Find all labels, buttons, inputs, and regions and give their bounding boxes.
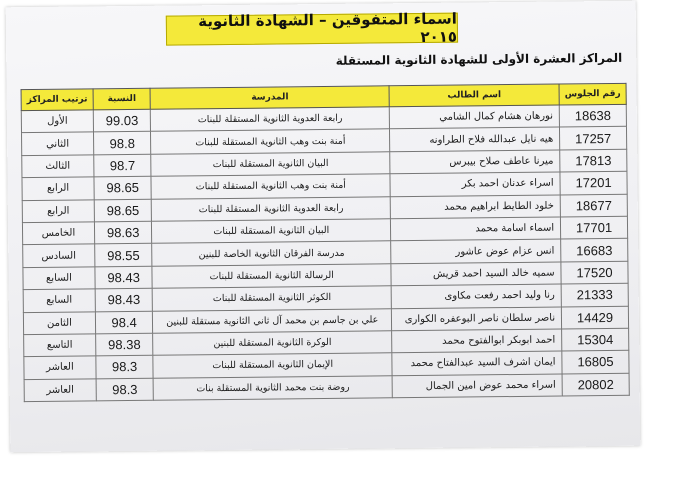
rank-cell: السابع xyxy=(23,267,95,290)
score-cell: 98.4 xyxy=(95,311,153,334)
student-name-cell: اسراء محمد عوض امين الجمال xyxy=(392,374,562,398)
score-cell: 98.63 xyxy=(94,221,152,244)
header-rank: ترتيب المراكز xyxy=(21,89,93,111)
score-cell: 98.8 xyxy=(93,132,151,155)
score-cell: 98.65 xyxy=(94,176,152,199)
school-cell: البيان الثانوية المستقلة للبنات xyxy=(151,152,390,177)
school-cell: علي بن جاسم بن محمد آل ثاني الثانوية مستقلة للبنين xyxy=(153,308,392,333)
rank-cell: الأول xyxy=(21,110,93,133)
seat-cell: 18677 xyxy=(560,194,627,217)
table-body xyxy=(21,104,629,401)
student-name-cell: اسراء عدنان احمد بكر xyxy=(390,172,560,196)
student-name-cell: رنا وليد احمد رفعت مكاوى xyxy=(391,284,561,308)
rank-cell: العاشر xyxy=(24,356,96,379)
document-page xyxy=(6,1,641,453)
score-cell: 98.7 xyxy=(94,154,152,177)
school-cell: الوكرة الثانوية المستقلة للبنين xyxy=(153,331,392,356)
seat-cell: 15304 xyxy=(562,328,629,351)
school-cell: البيان الثانوية المستقلة للبنات xyxy=(152,219,391,244)
rank-cell: السابع xyxy=(23,289,95,312)
school-cell: أمنة بنت وهب الثانوية المستقلة للبنات xyxy=(151,129,390,154)
seat-cell: 17201 xyxy=(560,171,627,194)
student-name-cell: احمد ابوبكر ابوالفتوح محمد xyxy=(392,329,562,353)
school-cell: رابعة العدوية الثانوية المستقلة للبنات xyxy=(151,107,390,132)
seat-cell: 17813 xyxy=(560,149,627,172)
seat-cell: 16683 xyxy=(561,239,628,262)
student-name-cell: ناصر سلطان ناصر البوعفره الكوارى xyxy=(391,307,561,331)
seat-cell: 17257 xyxy=(560,127,627,150)
school-cell: الرسالة الثانوية المستقلة للبنات xyxy=(152,264,391,289)
score-cell: 98.43 xyxy=(95,288,153,311)
school-cell: الكوثر الثانوية المستقلة للبنات xyxy=(153,286,392,311)
seat-cell: 14429 xyxy=(561,306,628,329)
score-cell: 98.38 xyxy=(96,333,154,356)
header-score: النسبة xyxy=(93,88,151,110)
school-cell: أمنة بنت وهب الثانوية المستقلة للبنات xyxy=(151,174,390,199)
rank-cell: الرابع xyxy=(22,199,94,222)
rank-cell: الخامس xyxy=(22,222,94,245)
student-name-cell: ميرنا عاطف صلاح بيبرس xyxy=(390,150,560,174)
seat-cell: 16805 xyxy=(562,351,629,374)
header-seat: رقم الجلوس xyxy=(559,83,626,105)
school-cell: روضة بنت محمد الثانوية المستقلة بنات xyxy=(153,375,392,400)
header-school: المدرسة xyxy=(150,86,389,109)
page-title: اسماء المتفوقين – الشهادة الثانوية ٢٠١٥ xyxy=(166,13,458,46)
school-cell: مدرسة الفرقان الثانوية الخاصة للبنين xyxy=(152,241,391,266)
results-table xyxy=(21,83,630,402)
student-name-cell: اسماء اسامة محمد xyxy=(391,217,561,241)
rank-cell: الرابع xyxy=(22,177,94,200)
school-cell: الإيمان الثانوية المستقلة للبنات xyxy=(153,353,392,378)
score-cell: 98.55 xyxy=(95,244,153,267)
seat-cell: 17520 xyxy=(561,261,628,284)
seat-cell: 21333 xyxy=(561,283,628,306)
header-name: اسم الطالب xyxy=(389,84,559,107)
student-name-cell: نورهان هشام كمال الشامي xyxy=(389,105,559,129)
rank-cell: السادس xyxy=(23,244,95,267)
page-subtitle: المراكز العشرة الأولى للشهادة الثانوية المستقلة xyxy=(335,50,623,68)
student-name-cell: خلود الطايط ابراهيم محمد xyxy=(390,195,560,219)
rank-cell: الثاني xyxy=(22,132,94,155)
student-name-cell: ايمان اشرف السيد عبدالفتاح محمد xyxy=(392,351,562,375)
score-cell: 99.03 xyxy=(93,109,151,132)
rank-cell: التاسع xyxy=(24,334,96,357)
rank-cell: الثالث xyxy=(22,155,94,178)
rank-cell: العاشر xyxy=(24,379,96,402)
seat-cell: 18638 xyxy=(559,104,626,127)
rank-cell: الثامن xyxy=(23,311,95,334)
seat-cell: 20802 xyxy=(562,373,629,396)
seat-cell: 17701 xyxy=(561,216,628,239)
school-cell: رابعة العدوية الثانوية المستقلة للبنات xyxy=(152,196,391,221)
score-cell: 98.3 xyxy=(96,356,154,379)
student-name-cell: سميه خالد السيد احمد قريش xyxy=(391,262,561,286)
score-cell: 98.3 xyxy=(96,378,154,401)
student-name-cell: انس عزام عوض عاشور xyxy=(391,239,561,263)
score-cell: 98.65 xyxy=(94,199,152,222)
student-name-cell: هيه نايل عبدالله فلاح الطراونه xyxy=(390,127,560,151)
score-cell: 98.43 xyxy=(95,266,153,289)
